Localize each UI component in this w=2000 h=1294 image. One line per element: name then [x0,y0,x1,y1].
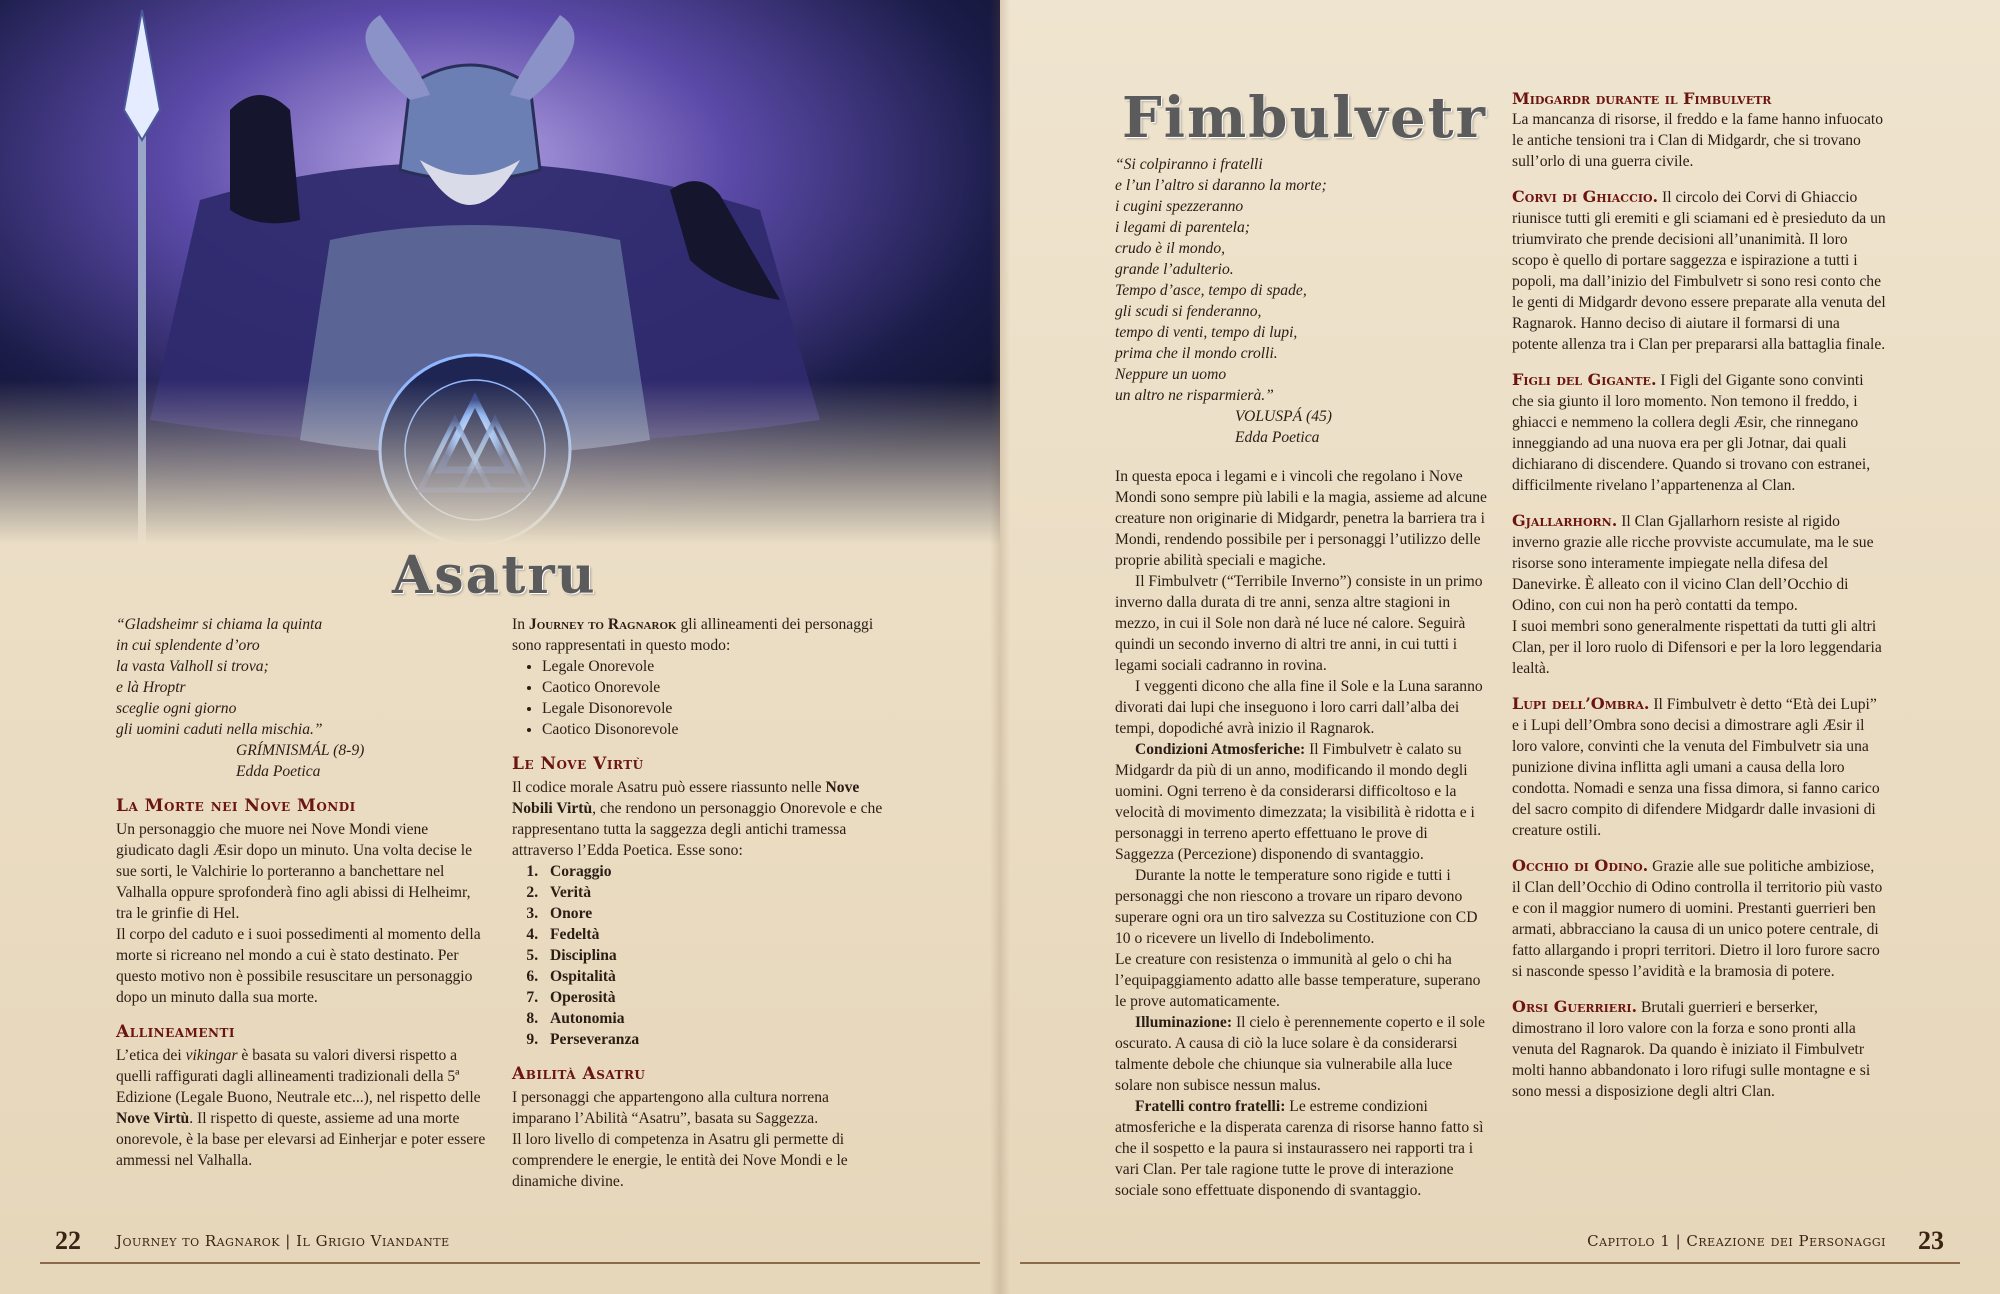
left-column-2 [512,614,886,1192]
quote-line: e là Hroptr [116,679,186,696]
book-gutter [990,0,1010,1294]
virtu-paragraph: Il codice morale Asatru può essere riassunto nelle Nove Nobili Virtù, che rendono un personaggio Onorevole e che rappresentano tutta la saggezza degli antichi tramessa attraverso l’Edda Poetica. Esse sono: [512,779,883,859]
midgardr-paragraph: La mancanza di risorse, il freddo e la fame hanno infuocato le antiche tensioni tra i Clan di Midgardr, che si trovano sull’orlo di una guerra civile. [1512,111,1884,170]
list-item: 6. Ospitalità [542,966,886,987]
odin-illustration [0,0,1000,545]
quote-line: i cugini spezzeranno [1115,198,1244,215]
clan-lupi: Lupi dell’Ombra. Il Fimbulvetr è detto “Età dei Lupi” e i Lupi dell’Ombra sono decisi a dimostrare agli Æsir il loro valore, convinti che la venuta del Fimbulvetr sia una punizione divina inflitta agli umani a causa della loro condotta. Nomadi e senza una fissa dimora, si fanno carico del sacro compito di difendere Midgardr dalle invasioni di creature ostili. [1512,694,1880,839]
left-column-1 [116,614,490,1171]
morte-paragraph-2: Il corpo del caduto e i suoi possedimenti al momento della morte si ricreano nel mondo a cui è stato destinato. Per questo motivo non è possibile resuscitare un personaggio dopo un minuto dalla sua morte. [116,926,481,1006]
abilita-paragraph-1: I personaggi che appartengono alla cultura norrena imparano l’Abilità “Asatru”, basata su Saggezza. [512,1089,829,1127]
quote-line: i legami di parentela; [1115,219,1250,236]
footer-left: Journey to Ragnarok | Il Grigio Viandante [116,1232,450,1250]
fimbul-paragraph-2: Il Fimbulvetr (“Terribile Inverno”) consiste in un primo inverno dalla durata di tre anni, senza altre stagioni in mezzo, in cui il Sole non darà né luce né calore. Seguirà quindi un secondo inverno di altri tre anni, in cui tutti i legami sociali cadranno in rovina. [1115,573,1483,674]
page-number-right: 23 [1918,1226,1944,1255]
quote-line: Neppure un uomo [1115,366,1227,383]
list-item: 5. Disciplina [542,945,886,966]
page-title-fimbulvetr: Fimbulvetr [1122,85,1487,151]
list-item: 3. Onore [542,903,886,924]
fratelli-paragraph: Fratelli contro fratelli: Le estreme condizioni atmosferiche e la disperata carenza di risorse hanno fatto sì che il sospetto e la paura si instaurassero nei rapporti tra i vari Clan. Per tale ragione tutte le prove di interazione sociale sono effettuate disponendo di svantaggio. [1115,1098,1484,1199]
clan-figli: Figli del Gigante. I Figli del Gigante sono convinti che sia giunto il loro momento. Non temono il freddo, i ghiacci e nemmeno la collera degli Æsir, che rinnegano inneggiando ad una nuova era per gli Jotnar, dai quali dichiarano di discendere. Quando si trovano con estranei, difficilmente rivelano l’appartenenza al Clan. [1512,370,1871,494]
quote-line: “Si colpiranno i fratelli [1115,156,1263,173]
page-number-left: 22 [55,1226,81,1255]
quote-line: gli uomini caduti nella mischia.” [116,721,323,738]
clan-corvi: Corvi di Ghiaccio. Il circolo dei Corvi di Ghiaccio riunisce tutti gli eremiti e gli sciamani ed è presieduto da un triumvirato che prende decisioni all’unanimità. Il loro scopo è quello di portare saggezza e ispirazione a tutti i popoli, ma dall’inizio del Fimbulvetr si sono resi conto che le genti di Midgardr devono essere preparate alla venuta del Ragnarok. Hanno deciso di aiutare il formarsi di una potente allenza tra i Clan per prepararsi alla battaglia finale. [1512,187,1886,353]
right-column-1 [1115,154,1490,1201]
heading-nove-virtu: Le Nove Virtù [512,754,644,774]
quote-line: un altro ne risparmierà.” [1115,387,1274,404]
quote-line: e l’un l’altro si daranno la morte; [1115,177,1327,194]
fimbul-paragraph-3: I veggenti dicono che alla fine il Sole e la Luna saranno divorati dai lupi che inseguono i loro carri dall’alba dei tempi, dopodiché avrà inizio il Ragnarok. [1115,678,1483,737]
footer-rule-right [1020,1262,1960,1264]
grimnismal-quote [116,614,490,782]
quote-line: gli scudi si fenderanno, [1115,303,1262,320]
list-item: • Caotico Onorevole [542,677,886,698]
abilita-paragraph-2: Il loro livello di competenza in Asatru gli permette di comprendere le energie, le entità dei Nove Mondi e le dinamiche divine. [512,1131,848,1190]
illuminazione-paragraph: Illuminazione: Il cielo è perennemente coperto e il sole oscurato. A causa di ciò la luce solare è da considerarsi talmente debole che chiunque sia vulnerabile alla luce solare non subisce nessun malus. [1115,1014,1485,1094]
quote-source-book: Edda Poetica [1235,429,1320,446]
condizioni-paragraph: Condizioni Atmosferiche: Il Fimbulvetr è calato su Midgardr da più di un anno, modificando il mondo degli uomini. Ogni terreno è da considerarsi difficoltoso e la velocità di movimento dimezzata; la visibilità è ridotta e i personaggi in terreno aperto effettuano le prove di Saggezza (Percezione) disponendo di svantaggio. [1115,741,1475,863]
clan-gjallarhorn: Gjallarhorn. Il Clan Gjallarhorn resiste al rigido inverno grazie alle ricche provviste accumulate, ma le sue risorse sono interamente impiegate nella difesa del Danevirke. È alleato con il vicino Clan dell’Occhio di Odino, con cui non ha però contatti da tempo. [1512,511,1874,614]
footer-rule-left [40,1262,980,1264]
clan-orsi: Orsi Guerrieri. Brutali guerrieri e berserker, dimostrano il loro valore con la forza e sono pronti alla venuta del Ragnarok. Da quando è iniziato il Fimbulvetr molti hanno abbandonato i loro rifugi sulle montagne e si sono messi a disposizione degli altri Clan. [1512,997,1871,1100]
virtues-list [512,861,886,1050]
quote-source: VOLUSPÁ (45) [1235,408,1332,425]
heading-morte: La Morte nei Nove Mondi [116,796,356,816]
fimbul-paragraph-1: In questa epoca i legami e i vincoli che regolano i Nove Mondi sono sempre più labili e la magia, assieme ad alcune creature non originarie di Midgardr, penetra la barriera tra i Mondi, rendendo possibile per i personaggi l’utilizzo delle proprie abilità speciali e magiche. [1115,468,1487,569]
list-item: 7. Operosità [542,987,886,1008]
allineamenti-paragraph: L’etica dei vikingar è basata su valori diversi rispetto a quelli raffigurati dagli allineamenti tradizionali della 5ª Edizione (Legale Buono, Neutrale etc...), nel rispetto delle Nove Virtù. Il rispetto di queste, assieme ad una morte onorevole, è la base per elevarsi ad Einherjar e poter essere ammessi nel Valhalla. [116,1047,486,1169]
list-item: 4. Fedeltà [542,924,886,945]
quote-source-book: Edda Poetica [236,763,321,780]
heading-midgardr: Midgardr durante il Fimbulvetr [1512,89,1772,108]
morte-paragraph-1: Un personaggio che muore nei Nove Mondi viene giudicato dagli Æsir dopo un minuto. Una volta decise le sue sorti, le Valchirie lo porteranno a banchettare nel Valhalla oppure sprofonderà fino agli abissi di Helheimr, tra le grinfie di Hel. [116,821,472,922]
fimbul-paragraph-5: Durante la notte le temperature sono rigide e tutti i personaggi che non riescono a trovare un riparo devono superare ogni ora un tiro salvezza su Costituzione con CD 10 o ricevere un livello di Indebolimento. [1115,867,1478,947]
list-item: • Legale Disonorevole [542,698,886,719]
quote-line: sceglie ogni giorno [116,700,237,717]
quote-line: la vasta Valholl si trova; [116,658,269,675]
page-title-asatru: Asatru [392,545,597,606]
voluspa-quote [1115,154,1490,448]
quote-line: Tempo d’asce, tempo di spade, [1115,282,1307,299]
clan-occhio: Occhio di Odino. Grazie alle sue politiche ambiziose, il Clan dell’Occhio di Odino controlla il territorio più vasto e con il maggior numero di uomini. Prestanti guerrieri ben armati, abbracciano la causa di un unico potere centrale, di fatto allargando i propri territori. Dietro il loro furore sacro si nasconde spesso l’avidità e la bramosia di potere. [1512,856,1883,980]
fimbul-paragraph-6: Le creature con resistenza o immunità al gelo o chi ha l’equipaggiamento adatto alle basse temperature, superano le prove automaticamente. [1115,951,1481,1010]
heading-abilita: Abilità Asatru [512,1064,646,1084]
page-right [1000,0,2000,1294]
clan-gjallarhorn-2: I suoi membri sono generalmente rispettati da tutti gli altri Clan, per il loro ruolo di Difensori e per la loro leggendaria lealtà. [1512,618,1882,677]
list-item: 9. Perseveranza [542,1029,886,1050]
quote-line: grande l’adulterio. [1115,261,1234,278]
alignment-list [512,656,886,740]
footer-right: Capitolo 1 | Creazione dei Personaggi [1587,1232,1886,1250]
quote-source: GRÍMNISMÁL (8-9) [236,742,365,759]
list-item: • Caotico Disonorevole [542,719,886,740]
list-item: 8. Autonomia [542,1008,886,1029]
list-item: 1. Coraggio [542,861,886,882]
alignment-intro: In Journey to Ragnarok gli allineamenti dei personaggi sono rappresentati in questo modo: [512,616,874,654]
list-item: • Legale Onorevole [542,656,886,677]
quote-line: prima che il mondo crolli. [1115,345,1278,362]
quote-line: tempo di venti, tempo di lupi, [1115,324,1298,341]
list-item: 2. Verità [542,882,886,903]
quote-line: in cui splendente d’oro [116,637,260,654]
quote-line: crudo è il mondo, [1115,240,1226,257]
heading-allineamenti: Allineamenti [116,1022,236,1042]
right-column-2 [1512,88,1886,1102]
quote-line: “Gladsheimr si chiama la quinta [116,616,323,633]
